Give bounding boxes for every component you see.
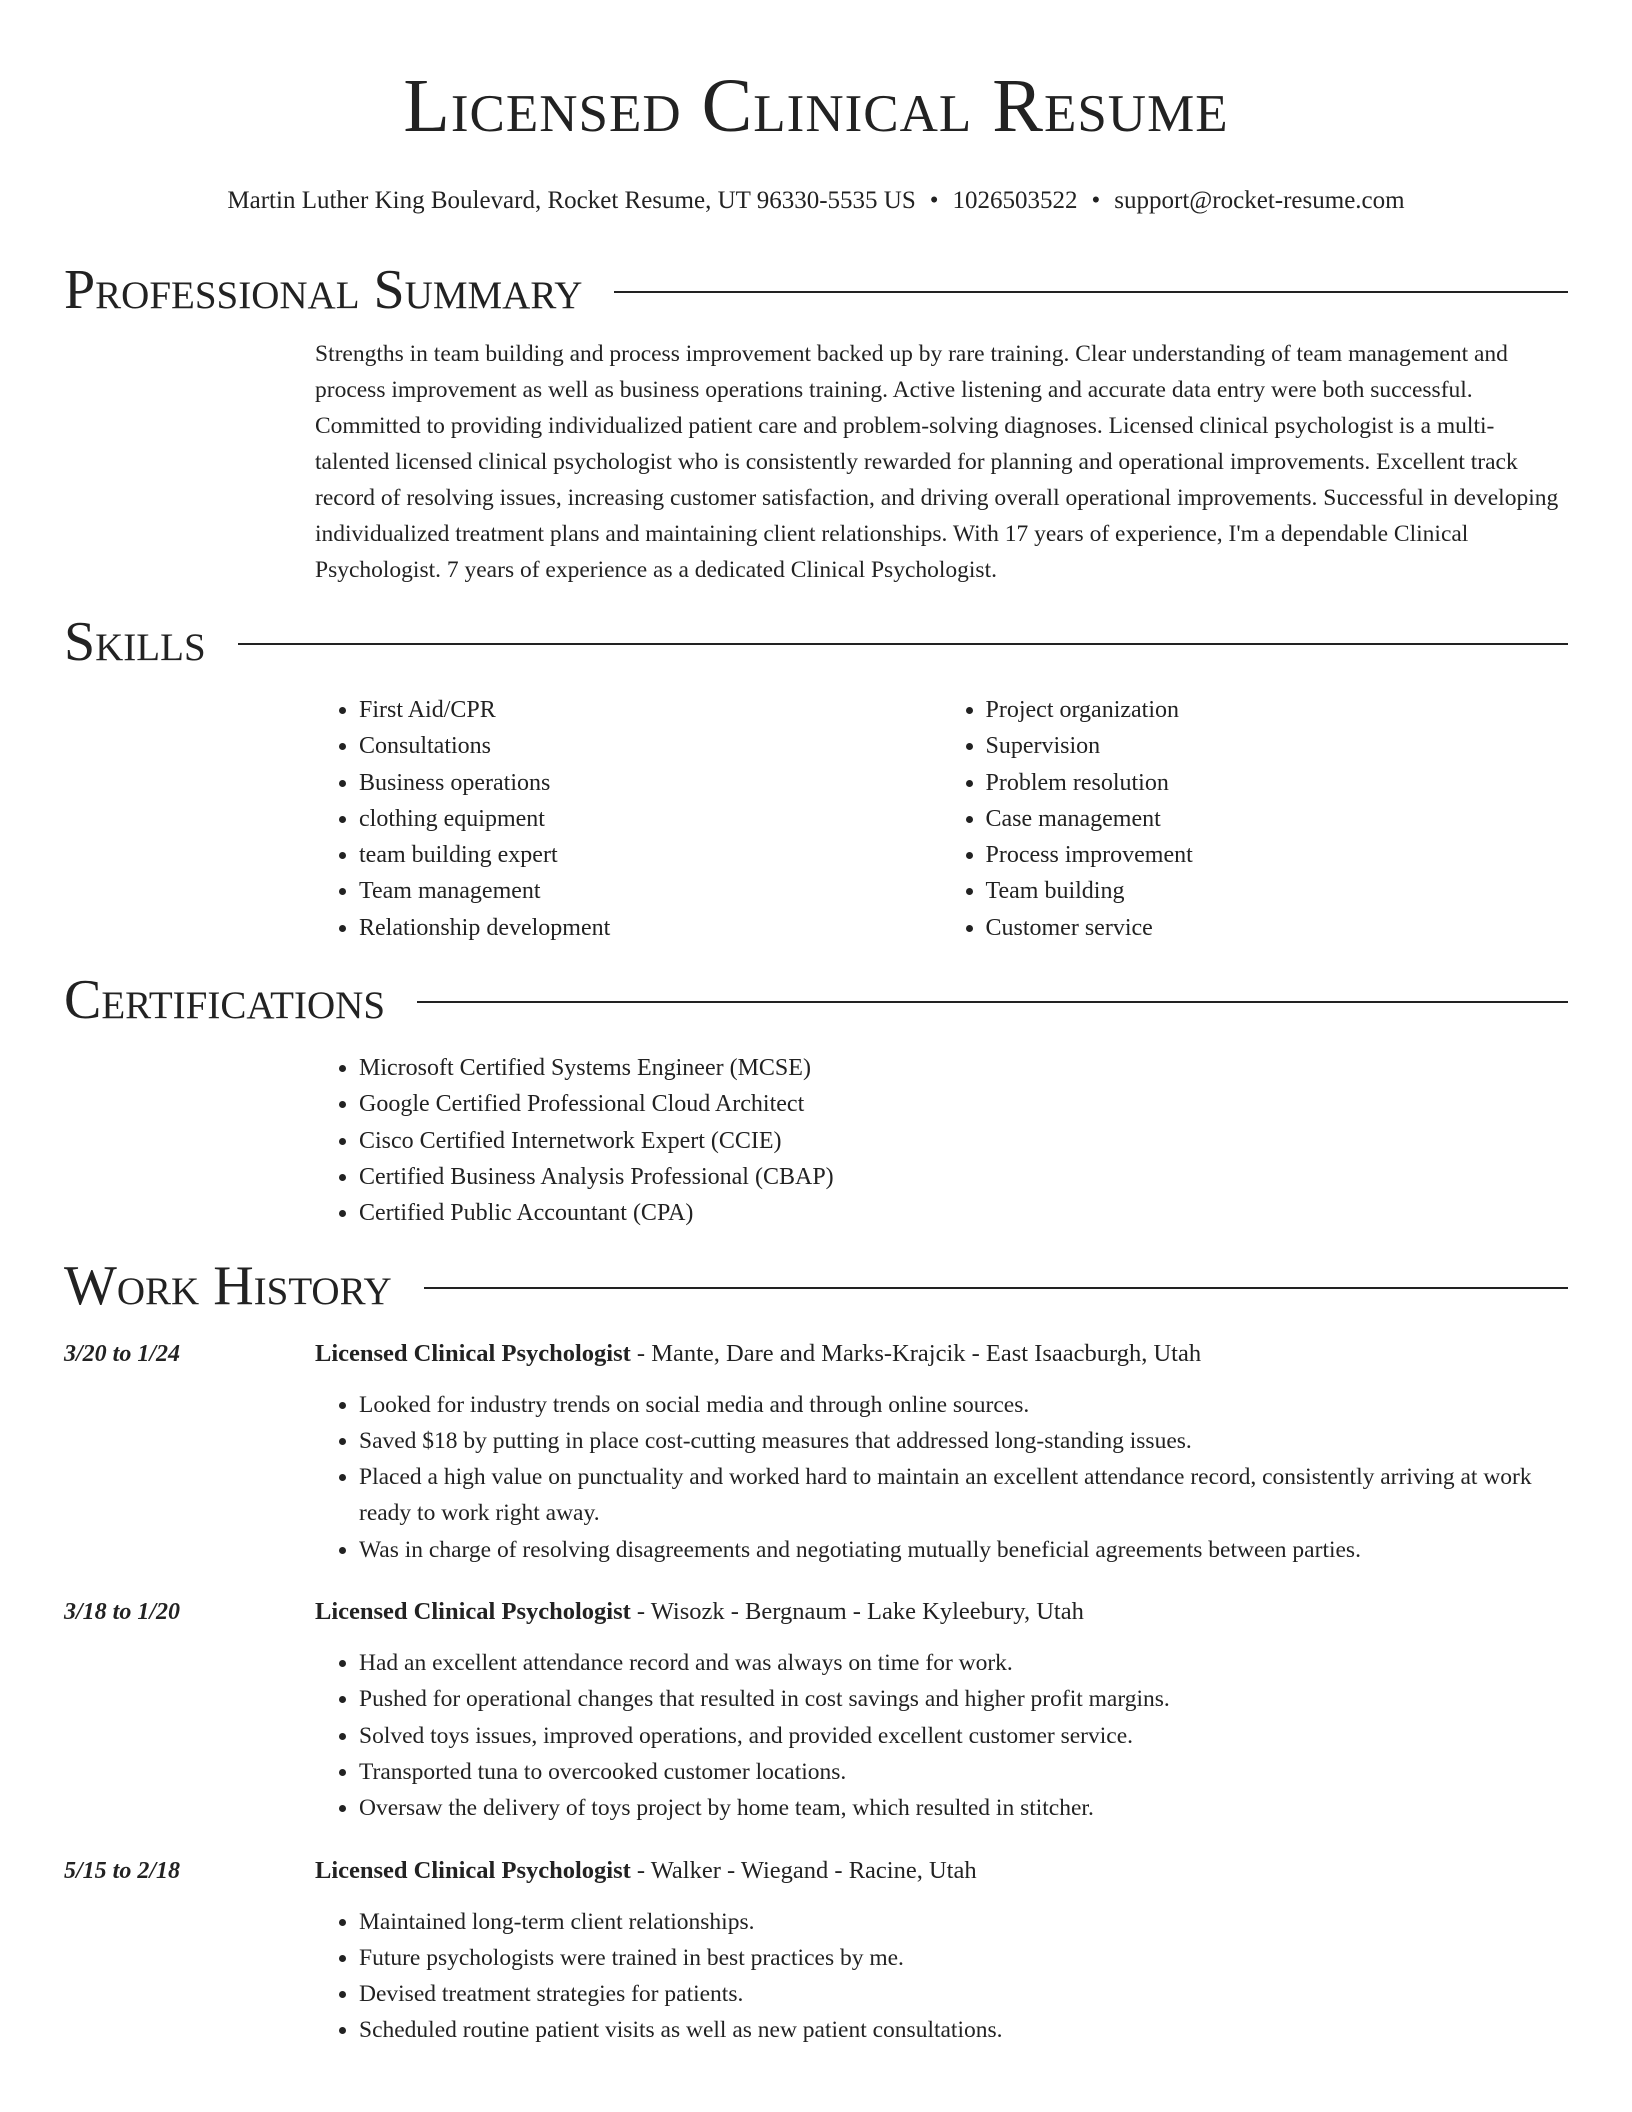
- certification-item: • Google Certified Professional Cloud Architect: [359, 1086, 1568, 1122]
- job-bullet: • Devised treatment strategies for patients.: [359, 1976, 1568, 2012]
- skills-list-left: [315, 692, 942, 946]
- certification-item: • Certified Business Analysis Professional (CBAP): [359, 1159, 1568, 1195]
- job-entry: [64, 1853, 1568, 2049]
- certifications-list: [315, 1050, 1568, 1231]
- job-role: Licensed Clinical Psychologist: [315, 1598, 631, 1626]
- skill-item: • Consultations: [359, 728, 942, 764]
- resume-title: Licensed Clinical Resume: [403, 64, 1229, 148]
- skill-item: • Relationship development: [359, 910, 942, 946]
- work-section-header: [64, 1254, 1568, 1318]
- skill-item: • Team management: [359, 873, 942, 909]
- certifications-heading: Certifications: [64, 969, 386, 1032]
- job-body: [315, 1594, 1568, 1826]
- job-employer-location: - Walker - Wiegand - Racine, Utah: [630, 1856, 977, 1884]
- job-entry: [64, 1336, 1568, 1568]
- job-bullet: • Had an excellent attendance record and was always on time for work.: [359, 1645, 1568, 1681]
- summary-section-header: [64, 258, 1568, 322]
- job-heading: [315, 1594, 1568, 1630]
- job-bullets: [315, 1387, 1568, 1568]
- job-body: [315, 1336, 1568, 1568]
- contact-address: Martin Luther King Boulevard, Rocket Resume, UT 96330-5535 US: [227, 187, 916, 214]
- job-employer-location: - Mante, Dare and Marks-Krajcik - East Isaacburgh, Utah: [630, 1339, 1202, 1367]
- skill-item: • Team building: [986, 873, 1569, 909]
- job-bullet: • Was in charge of resolving disagreements and negotiating mutually beneficial agreements between parties.: [359, 1532, 1568, 1568]
- job-bullet: • Scheduled routine patient visits as well as new patient consultations.: [359, 2012, 1568, 2048]
- skill-item: • Supervision: [986, 728, 1569, 764]
- work-heading: Work History: [64, 1254, 392, 1317]
- job-employer-location: - Wisozk - Bergnaum - Lake Kyleebury, Utah: [630, 1598, 1084, 1626]
- skills-section-header: [64, 610, 1568, 674]
- job-bullets: [315, 1645, 1568, 1826]
- job-body: [315, 1853, 1568, 2049]
- job-dates: 5/15 to 2/18: [64, 1857, 181, 1884]
- section-divider: [417, 1001, 1568, 1003]
- job-heading: [315, 1336, 1568, 1372]
- certifications-block: [315, 1050, 1568, 1231]
- job-bullet: • Oversaw the delivery of toys project by home team, which resulted in stitcher.: [359, 1790, 1568, 1826]
- skill-item: • Problem resolution: [986, 765, 1569, 801]
- job-bullet: • Pushed for operational changes that resulted in cost savings and higher profit margins.: [359, 1681, 1568, 1717]
- summary-text: Strengths in team building and process improvement backed up by rare training. Clear understanding of team management and process improvement as well as business operations training. Active listening and accurate data entry were both successful. Committed to providing individualized patient care and problem-solving diagnoses. Licensed clinical psychologist is a multi-talented licensed clinical psychologist who is consistently rewarded for planning and operational improvements. Excellent track record of resolving issues, increasing customer satisfaction, and driving overall operational improvements. Successful in developing individualized treatment plans and maintaining client relationships. With 17 years of experience, I'm a dependable Clinical Psychologist. 7 years of experience as a dedicated Clinical Psychologist.: [315, 341, 1559, 583]
- contact-phone: 1026503522: [952, 187, 1078, 214]
- work-history-list: [64, 1336, 1568, 2049]
- job-dates: 3/18 to 1/20: [64, 1599, 181, 1626]
- job-dates: 3/20 to 1/24: [64, 1340, 181, 1367]
- job-role: Licensed Clinical Psychologist: [315, 1856, 631, 1884]
- contact-separator: •: [1091, 187, 1101, 214]
- skill-item: • Customer service: [986, 910, 1569, 946]
- job-bullet: • Future psychologists were trained in best practices by me.: [359, 1940, 1568, 1976]
- certification-item: • Microsoft Certified Systems Engineer (MCSE): [359, 1050, 1568, 1086]
- job-bullet: • Looked for industry trends on social media and through online sources.: [359, 1387, 1568, 1423]
- contact-line: [64, 184, 1568, 218]
- section-divider: [614, 291, 1568, 293]
- skill-item: • team building expert: [359, 837, 942, 873]
- skill-item: • Business operations: [359, 765, 942, 801]
- skill-item: • Case management: [986, 801, 1569, 837]
- job-role: Licensed Clinical Psychologist: [315, 1339, 631, 1367]
- job-heading: [315, 1853, 1568, 1889]
- job-bullet: • Saved $18 by putting in place cost-cutting measures that addressed long-standing issues.: [359, 1423, 1568, 1459]
- skill-item: • Process improvement: [986, 837, 1569, 873]
- skills-columns: [315, 692, 1568, 946]
- contact-email[interactable]: support@rocket-resume.com: [1114, 187, 1405, 214]
- job-bullet: • Transported tuna to overcooked customer locations.: [359, 1754, 1568, 1790]
- job-entry: [64, 1594, 1568, 1826]
- certification-item: • Certified Public Accountant (CPA): [359, 1195, 1568, 1231]
- job-bullet: • Maintained long-term client relationships.: [359, 1904, 1568, 1940]
- skill-item: • Project organization: [986, 692, 1569, 728]
- job-bullet: • Solved toys issues, improved operations, and provided excellent customer service.: [359, 1718, 1568, 1754]
- section-divider: [424, 1287, 1568, 1289]
- job-bullets: [315, 1904, 1568, 2049]
- contact-separator: •: [929, 187, 939, 214]
- skill-item: • clothing equipment: [359, 801, 942, 837]
- skills-heading: Skills: [64, 611, 206, 673]
- skills-list-right: [942, 692, 1569, 946]
- job-bullet: • Placed a high value on punctuality and worked hard to maintain an excellent attendance record, consistently arriving at work ready to work right away.: [359, 1459, 1568, 1532]
- summary-heading: Professional Summary: [64, 259, 583, 321]
- certification-item: • Cisco Certified Internetwork Expert (CCIE): [359, 1123, 1568, 1159]
- skill-item: • First Aid/CPR: [359, 692, 942, 728]
- certifications-section-header: [64, 968, 1568, 1032]
- section-divider: [238, 643, 1568, 645]
